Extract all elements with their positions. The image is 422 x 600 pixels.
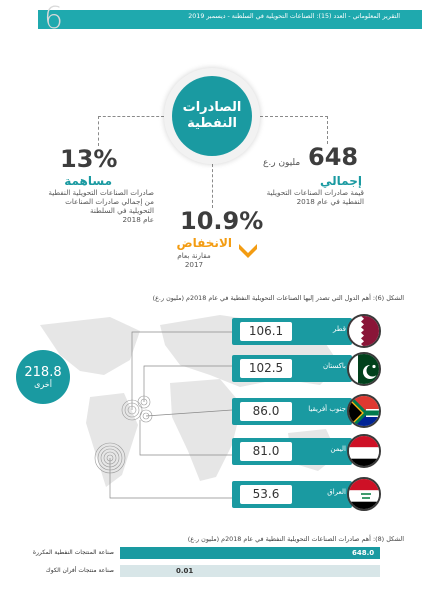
- yemen-flag: [347, 434, 381, 468]
- country-bar-iraq: [232, 481, 352, 508]
- country-bar-pakistan: [232, 355, 352, 382]
- pakistan-flag: [347, 352, 381, 386]
- left-stat-desc: صادرات الصناعات التحويلية النفطية من إجمالي صادرات الصناعات التحويلية في السلطنة عام 2018: [48, 188, 154, 224]
- country-bar-label: اليمن: [330, 445, 346, 453]
- center-title-line2: النفطية: [187, 116, 237, 131]
- others-total-label: أخرى: [34, 380, 52, 389]
- others-total-circle: [16, 350, 70, 404]
- country-bar-label: باكستان: [322, 362, 346, 370]
- center-circle: [172, 76, 252, 156]
- country-bar-value: 106.1: [240, 322, 292, 341]
- others-total-value: 218.8: [24, 365, 62, 380]
- country-bar-yemen: [232, 438, 352, 465]
- country-bar-qatar: [232, 318, 352, 345]
- country-bar-label: قطر: [333, 325, 346, 333]
- left-stat-title: مساهمة: [64, 174, 112, 188]
- figure8-value-coke: 0.01: [176, 567, 194, 575]
- mid-stat-desc: مقارنة بعام 2017: [177, 251, 211, 269]
- iraq-flag: [347, 477, 381, 511]
- connector-left-v: [98, 116, 99, 146]
- qatar-flag: [347, 314, 381, 348]
- mid-stat-title: الانخفاض: [176, 236, 232, 250]
- connector-down: [212, 164, 213, 208]
- figure8-caption: الشكل (8): أهم صادرات الصناعات التحويلية النفطية في عام 2018م (مليون ر.ع): [187, 535, 404, 543]
- connector-right-v: [327, 116, 328, 144]
- chevron-down-icon: [237, 238, 259, 260]
- figure8-track-coke: [120, 565, 380, 577]
- right-stat-value: 648: [308, 143, 359, 171]
- country-bar-label: جنوب أفريقيا: [308, 405, 346, 413]
- right-stat-title: إجمالي: [320, 174, 362, 188]
- left-stat-value: 13%: [60, 145, 118, 173]
- right-stat-unit: مليون ر.ع: [263, 158, 301, 168]
- figure8-bar-refined: [120, 547, 380, 559]
- figure8-label-refined: صناعة المنتجات النفطية المكررة: [32, 549, 114, 556]
- country-bar-label: العراق: [327, 488, 346, 496]
- south-africa-flag: [347, 394, 381, 428]
- header-title: التقرير المعلوماتي - العدد (15): الصناعات التحويلية في السلطنة - ديسمبر 2019: [188, 13, 400, 20]
- connector-lines: [100, 320, 240, 510]
- connector-left-h: [98, 116, 164, 117]
- country-bar-value: 86.0: [240, 402, 292, 421]
- center-title-line1: الصادرات: [182, 100, 242, 115]
- country-bar-value: 53.6: [240, 485, 292, 504]
- country-bar-south-africa: [232, 398, 352, 425]
- country-bar-value: 81.0: [240, 442, 292, 461]
- mid-stat-value: 10.9%: [180, 207, 264, 235]
- page-number: 6: [44, 1, 64, 36]
- country-bar-value: 102.5: [240, 359, 292, 378]
- figure8-value-refined: 648.0: [352, 549, 375, 557]
- figure6-caption: الشكل (6): أهم الدول التي تصدر إليها الصناعات التحويلية النفطية في عام 2018م (مليون ر.ع): [152, 294, 404, 302]
- connector-right-h: [260, 116, 328, 117]
- figure8-label-coke: صناعة منتجات أفران الكوك: [45, 567, 114, 574]
- right-stat-desc: قيمة صادرات الصناعات التحويلية النفطية في عام 2018: [266, 188, 364, 206]
